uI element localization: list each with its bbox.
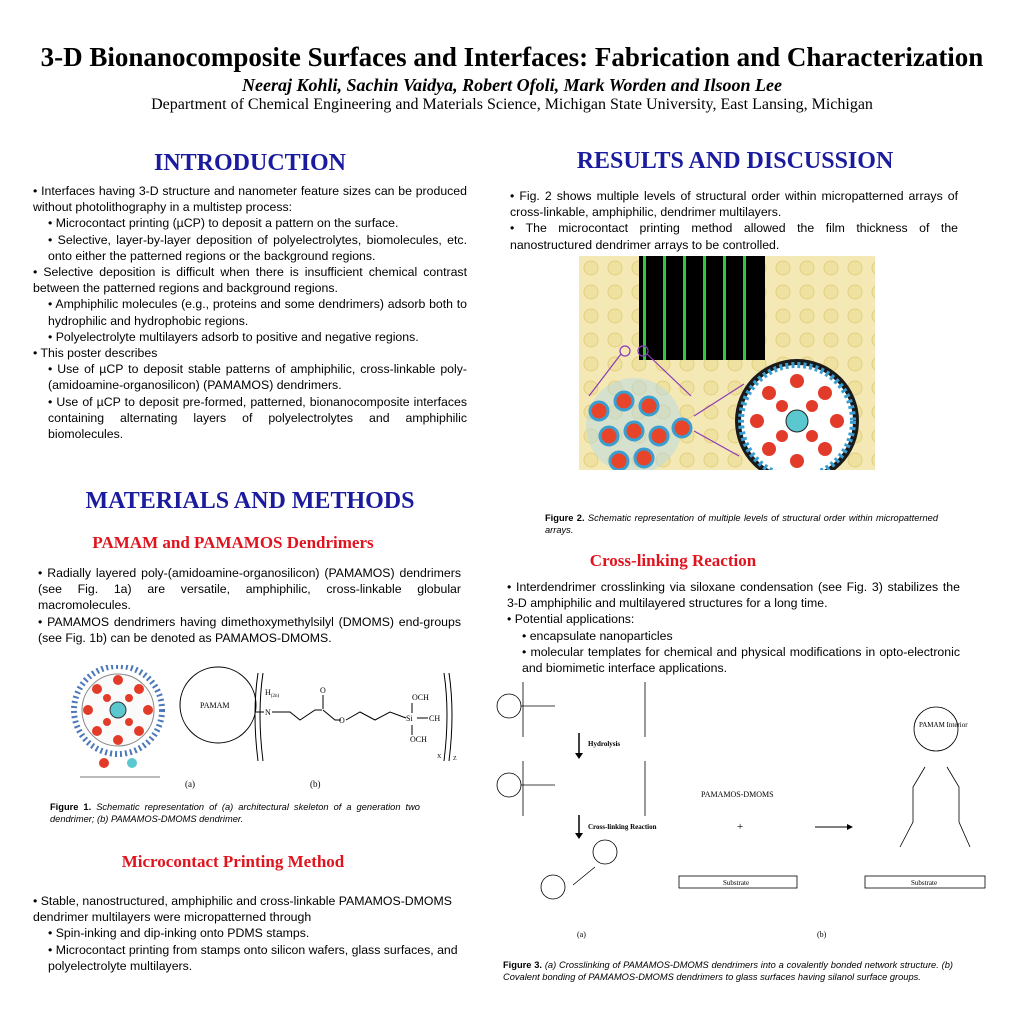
h-subscript: (2n) [270, 694, 280, 699]
z-subscript: Z [453, 756, 457, 762]
intro-subbullet: • Selective, layer-by-layer deposition of polyelectrolytes, biomolecules, etc. onto either the patterned regions or the background regions. [48, 232, 467, 263]
intro-subbullet: • Use of µCP to deposit stable patterns of amphiphilic, cross-linkable poly-(amidoamine-organosilicon) (PAMAMOS) dendrimers. [48, 362, 467, 393]
author-list: Neeraj Kohli, Sachin Vaidya, Robert Ofoli, Mark Worden and Ilsoon Lee [242, 75, 782, 95]
methods-bullet: • PAMAMOS dendrimers having dimethoxymethylsilyl (DMOMS) end-groups (see Fig. 1b) can be denoted as PAMAMOS-DMOMS. [38, 614, 461, 645]
och3-bottom: OCH [410, 735, 427, 744]
pamam-interior-label: PAMAM Interior [919, 721, 968, 729]
crosslinking-subbullet: • encapsulate nanoparticles [522, 628, 673, 643]
crosslinking-bullet: • Potential applications: [507, 612, 635, 627]
o-ester: O [339, 716, 345, 725]
results-text [510, 188, 958, 253]
crosslinking-bullet: • Interdendrimer crosslinking via siloxane condensation (see Fig. 3) stabilizes the 3-D amphiphilic and multilayered structures for a long time. [507, 580, 960, 611]
figure-3-caption [503, 959, 953, 983]
x-subscript: X [437, 754, 442, 760]
hydrolysis-label: Hydrolysis [588, 740, 621, 748]
pamamos-dmoms-structure [180, 667, 457, 762]
o-carbonyl: O [320, 686, 326, 695]
figure-3-caption-text: (a) Crosslinking of PAMAMOS-DMOMS dendrimers into a covalently bonded network structure. (b) Covalent bonding of PAMAMOS-DMOMS dendrimers to glass surfaces having silanol surface groups. [503, 960, 953, 982]
figure-1 [60, 665, 480, 795]
crosslinking-subheading: Cross-linking Reaction [589, 551, 757, 570]
intro-subbullet: • Amphiphilic molecules (e.g., proteins and some dendrimers) adsorb both to hydrophilic and hydrophobic regions. [48, 297, 467, 328]
results-bullet: • Fig. 2 shows multiple levels of structural order within micropatterned arrays of cross-linkable, amphiphilic, dendrimer multilayers. [510, 189, 958, 220]
figure-1-label: Figure 1. [50, 802, 92, 812]
pamam-core-label: PAMAM [200, 701, 230, 710]
intro-subbullet: • Polyelectrolyte multilayers adsorb to positive and negative regions. [48, 329, 419, 344]
intro-bullet: • Selective deposition is difficult when there is insufficient chemical contrast between the patterned regions and background regions. [33, 265, 467, 296]
intro-bullet: • Interfaces having 3-D structure and nanometer feature sizes can be produced without photolithography in a multistep process: [33, 184, 467, 215]
crosslinking-text [507, 579, 960, 676]
results-bullet: • The microcontact printing method allowed the film thickness of the nanostructured dendrimer arrays to be controlled. [510, 221, 958, 252]
fig1-label-a: (a) [185, 779, 195, 789]
pamam-subheading: PAMAM and PAMAMOS Dendrimers [92, 533, 374, 552]
n-atom: N [265, 708, 271, 717]
crosslink-label: Cross-linking Reaction [588, 823, 657, 831]
figure-1-caption-text: Schematic representation of (a) architectural skeleton of a generation two dendrimer; (b) PAMAMOS-DMOMS dendrimer. [50, 802, 420, 824]
poster-title: 3-D Bionanocomposite Surfaces and Interfaces: Fabrication and Characterization [40, 42, 984, 72]
figure-2-label: Figure 2. [545, 513, 585, 523]
methods-subbullet: • Spin-inking and dip-inking onto PDMS stamps. [48, 926, 310, 941]
svg-text:H(2n) [265, 688, 279, 699]
figure-2 [579, 256, 875, 470]
pamamos-dmoms-label: PAMAMOS-DMOMS [701, 790, 774, 799]
methods-bullet: • Radially layered poly-(amidoamine-organosilicon) (PAMAMOS) dendrimers (see Fig. 1a) are versatile, amphiphilic, cross-linkable globular macromolecules. [38, 566, 461, 613]
intro-bullet: • This poster describes [33, 346, 158, 361]
micropattern-stripes [639, 256, 765, 360]
crosslinking-subbullet: • molecular templates for chemical and physical modifications in opto-electronic and biomimetic interface applications. [522, 644, 960, 676]
substrate-label-b: Substrate [911, 879, 938, 887]
ch3-group: CH [429, 714, 441, 723]
methods-bullet: • Stable, nanostructured, amphiphilic and cross-linkable PAMAMOS-DMOMS dendrimer multilayers were micropatterned through [33, 894, 452, 925]
methods-heading: MATERIALS AND METHODS [85, 488, 415, 514]
figure-3 [495, 677, 995, 945]
microcontact-text [33, 893, 463, 974]
introduction-heading: INTRODUCTION [153, 150, 347, 176]
pamam-text [38, 565, 461, 646]
microcontact-subheading: Microcontact Printing Method [121, 852, 345, 871]
substrate-label-a: Substrate [723, 879, 750, 887]
affiliation: Department of Chemical Engineering and Materials Science, Michigan State University, East Lansing, Michigan [151, 96, 873, 113]
fig1-label-b: (b) [310, 779, 321, 789]
fig3-label-a: (a) [577, 930, 586, 939]
och3-top: OCH [412, 693, 429, 702]
plus-sign: + [737, 821, 744, 833]
fig3-label-b: (b) [817, 930, 827, 939]
figure-3-label: Figure 3. [503, 960, 542, 970]
introduction-body [33, 183, 467, 442]
si-atom: Si [406, 714, 413, 723]
h-atom: H [265, 688, 271, 697]
figure-2-caption-text: Schematic representation of multiple levels of structural order within micropatterned arrays. [545, 513, 938, 535]
methods-subbullet: • Microcontact printing from stamps onto silicon wafers, glass surfaces, and polyelectrolyte multilayers. [48, 942, 458, 973]
dendrimer-skeleton-illustration [74, 666, 162, 777]
figure-1-caption [50, 801, 420, 825]
intro-subbullet: • Use of µCP to deposit pre-formed, patterned, bionanocomposite interfaces containing alternating layers of polyelectrolytes and amphiphilic biomolecules. [48, 394, 467, 442]
results-heading: RESULTS AND DISCUSSION [576, 148, 894, 174]
figure-2-caption [545, 512, 938, 536]
intro-subbullet: • Microcontact printing (µCP) to deposit a pattern on the surface. [48, 216, 399, 231]
